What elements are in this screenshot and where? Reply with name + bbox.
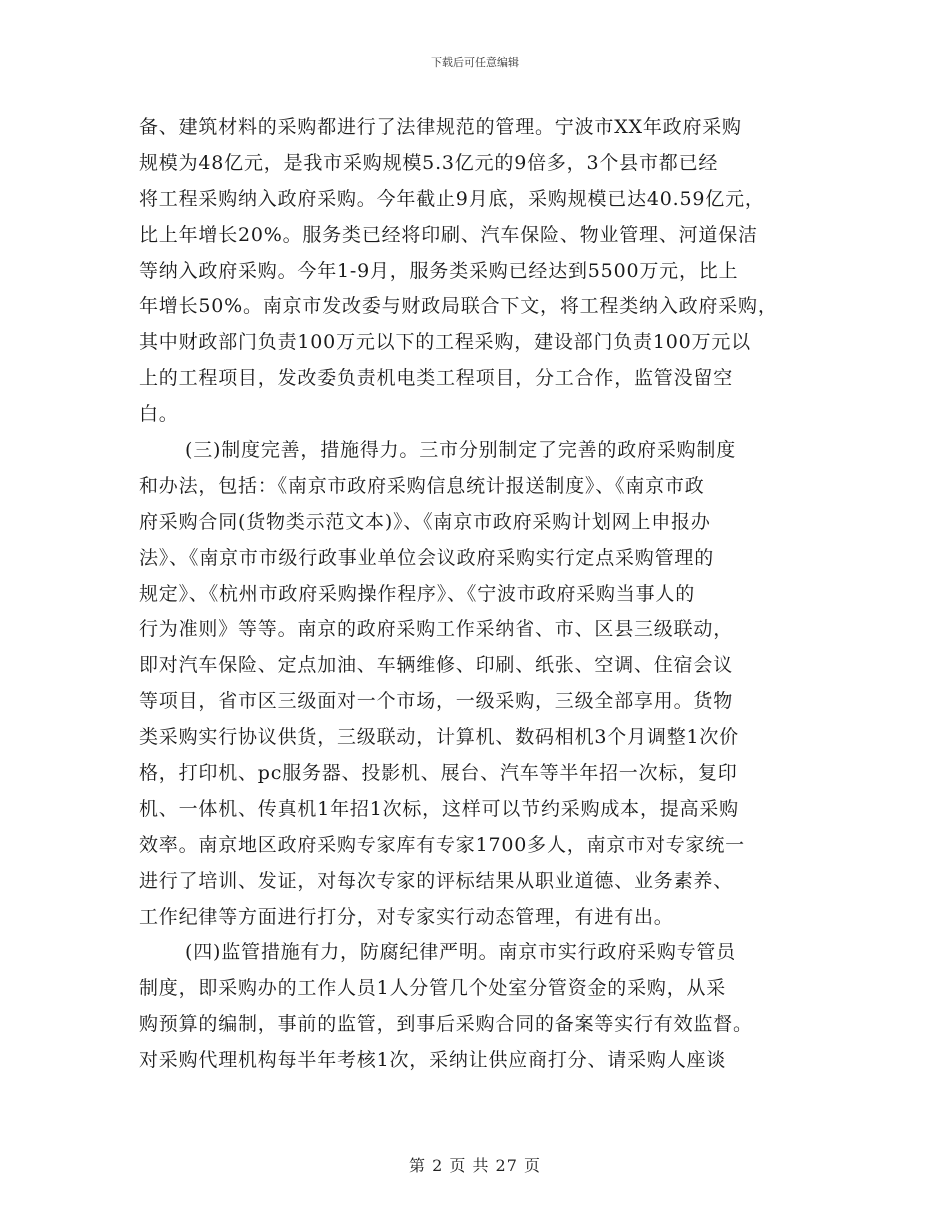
text-line: 工作纪律等方面进行打分，对专家实行动态管理，有进有出。 [139, 905, 674, 928]
text-line: 等项目，省市区三级面对一个市场，一级采购，三级全部享用。货物 [139, 690, 734, 713]
text-line: 白。 [139, 403, 179, 426]
text-line: 即对汽车保险、定点加油、车辆维修、印刷、纸张、空调、住宿会议 [139, 654, 734, 677]
paragraph-heading-line: (四)监管措施有力，防腐纪律严明。南京市实行政府采购专管员 [185, 941, 737, 964]
page-number-footer: 第 2 页 共 27 页 [409, 1156, 541, 1175]
text-line: 类采购实行协议供货，三级联动，计算机、数码相机3个月调整1次价 [139, 726, 739, 749]
text-line: 其中财政部门负责100万元以下的工程采购，建设部门负责100万元以 [139, 331, 751, 354]
text-line: 上的工程项目，发改委负责机电类工程项目，分工合作，监管没留空 [139, 367, 734, 390]
text-line: 府采购合同(货物类示范文本)》、《南京市政府采购计划网上申报办 [139, 510, 711, 533]
text-line: 规模为48亿元，是我市采购规模5.3亿元的9倍多，3个县市都已经 [139, 151, 719, 174]
text-line: 等纳入政府采购。今年1-9月，服务类采购已经达到5500万元，比上 [139, 259, 739, 282]
paragraph-heading-line: (三)制度完善，措施得力。三市分别制定了完善的政府采购制度 [185, 439, 737, 462]
text-line: 购预算的编制，事前的监管，到事后采购合同的备案等实行有效监督。 [139, 1013, 753, 1036]
text-line: 机、一体机、传真机1年招1次标，这样可以节约采购成本，提高采购 [139, 797, 739, 820]
text-line: 行为准则》等等。南京的政府采购工作采纳省、市、区县三级联动， [139, 618, 734, 641]
page-header-note: 下载后可任意编辑 [431, 56, 519, 69]
text-line: 比上年增长20%。服务类已经将印刷、汽车保险、物业管理、河道保洁 [139, 223, 758, 246]
text-line: 进行了培训、发证，对每次专家的评标结果从职业道德、业务素养、 [139, 869, 734, 892]
text-line: 效率。南京地区政府采购专家库有专家1700多人，南京市对专家统一 [139, 833, 745, 856]
text-line: 制度，即采购办的工作人员1人分管几个处室分管资金的采购，从采 [139, 977, 727, 1000]
text-line: 法》、《南京市市级行政事业单位会议政府采购实行定点采购管理的 [139, 546, 715, 569]
text-line: 格，打印机、pc服务器、投影机、展台、汽车等半年招一次标，复印 [139, 762, 738, 785]
document-body [139, 110, 819, 1079]
text-line: 将工程采购纳入政府采购。今年截止9月底，采购规模已达40.59亿元， [139, 187, 765, 210]
text-line: 备、建筑材料的采购都进行了法律规范的管理。宁波市XX年政府采购 [139, 116, 742, 138]
text-line: 年增长50%。南京市发改委与财政局联合下文，将工程类纳入政府采购， [139, 295, 778, 318]
text-line: 对采购代理机构每半年考核1次，采纳让供应商打分、请采购人座谈 [139, 1049, 727, 1072]
text-line: 规定》、《杭州市政府采购操作程序》、《宁波市政府采购当事人的 [139, 582, 696, 605]
text-line: 和办法，包括：《南京市政府采购信息统计报送制度》、《南京市政 [139, 474, 705, 497]
